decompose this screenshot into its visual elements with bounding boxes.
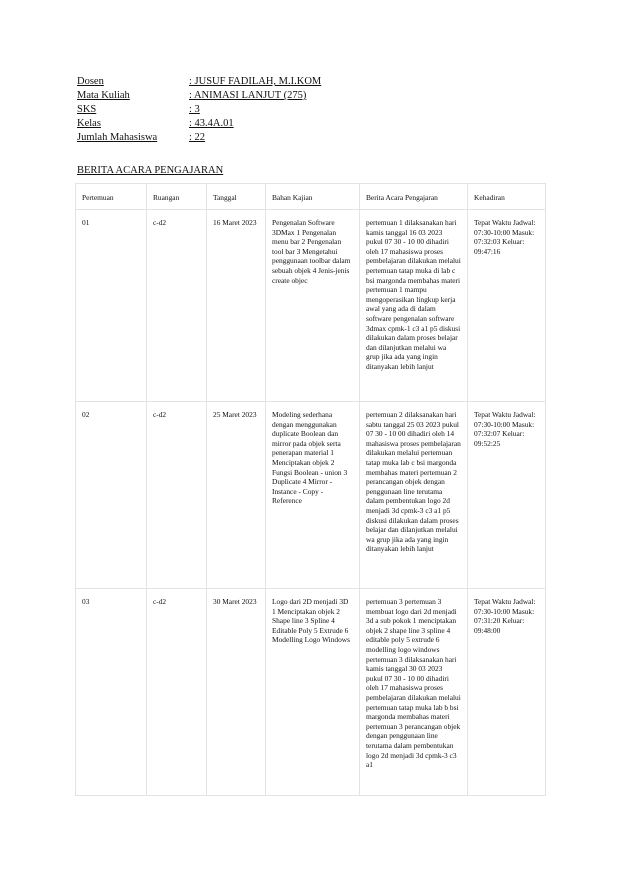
cell-pertemuan: 02 bbox=[76, 402, 147, 589]
section-title: BERITA ACARA PENGAJARAN bbox=[77, 165, 224, 176]
info-value: : 22 bbox=[189, 132, 206, 143]
column-header-bahan-kajian: Bahan Kajian bbox=[266, 184, 360, 210]
table-container bbox=[75, 183, 545, 796]
info-row-sks bbox=[77, 103, 321, 117]
column-header-berita-acara: Berita Acara Pengajaran bbox=[360, 184, 468, 210]
info-label: Mata Kuliah bbox=[77, 90, 130, 101]
table-row bbox=[76, 589, 546, 796]
cell-ruangan: c-d2 bbox=[147, 210, 207, 402]
cell-kehadiran: Tepat Waktu Jadwal: 07:30-10:00 Masuk: 07:32:07 Keluar: 09:52:25 bbox=[468, 402, 546, 589]
info-label: SKS bbox=[77, 104, 97, 115]
cell-berita-acara: pertemuan 1 dilaksanakan hari kamis tanggal 16 03 2023 pukul 07 30 - 10 00 dihadiri oleh 17 mahasiswa proses pembelajaran dilakukan melalui pertemuan tatap muka di lab c bsi margonda membahas materi pertemuan 1 mampu mengoperasikan lingkup kerja awal yang ada di dalam software pengenalan software 3dmax cpmk-1 c3 a1 p5 diskusi dilakukan dalam proses belajar dan dilanjutkan melalui wa grup jika ada yang ingin ditanyakan lebih lanjut bbox=[360, 210, 468, 402]
info-value: : JUSUF FADILAH, M.I.KOM bbox=[189, 76, 322, 87]
cell-tanggal: 16 Maret 2023 bbox=[207, 210, 266, 402]
table-row bbox=[76, 210, 546, 402]
cell-tanggal: 30 Maret 2023 bbox=[207, 589, 266, 796]
info-row-dosen bbox=[77, 75, 321, 89]
info-value: : 3 bbox=[189, 104, 200, 115]
cell-ruangan: c-d2 bbox=[147, 402, 207, 589]
cell-kehadiran: Tepat Waktu Jadwal: 07:30-10:00 Masuk: 07:32:03 Keluar: 09:47:16 bbox=[468, 210, 546, 402]
teaching-record-table bbox=[75, 183, 546, 796]
course-info bbox=[77, 75, 321, 145]
column-header-ruangan: Ruangan bbox=[147, 184, 207, 210]
info-value: : ANIMASI LANJUT (275) bbox=[189, 90, 307, 101]
cell-bahan-kajian: Logo dari 2D menjadi 3D 1 Menciptakan objek 2 Shape line 3 Spline 4 Editable Poly 5 Extrude 6 Modelling Logo Windows bbox=[266, 589, 360, 796]
cell-pertemuan: 01 bbox=[76, 210, 147, 402]
column-header-pertemuan: Pertemuan bbox=[76, 184, 147, 210]
cell-bahan-kajian: Modeling sederhana dengan menggunakan duplicate Boolean dan mirror pada objek serta penerapan material 1 Menciptakan objek 2 Fungsi Boolean - union 3 Duplicate 4 Mirror - Instance - Copy - Reference bbox=[266, 402, 360, 589]
info-row-kelas bbox=[77, 117, 321, 131]
info-label: Jumlah Mahasiswa bbox=[77, 132, 158, 143]
cell-berita-acara: pertemuan 2 dilaksanakan hari sabtu tanggal 25 03 2023 pukul 07 30 - 10 00 dihadiri oleh 14 mahasiswa proses pembelajaran dilakukan melalui pertemuan tatap muka lab c bsi margonda membahas materi pertemuan 2 perancangan objek dengan penggunaan line terutama dalam pembentukan logo 2d menjadi 3d cpmk-3 c3 a1 p5 diskusi dilakukan dalam proses belajar dan dilanjutkan melalui wa grup jika ada yang ingin ditanyakan lebih lanjut bbox=[360, 402, 468, 589]
cell-berita-acara bbox=[360, 589, 468, 796]
table-row bbox=[76, 402, 546, 589]
table-header-row bbox=[76, 184, 546, 210]
info-row-mata-kuliah bbox=[77, 89, 321, 103]
cell-kehadiran: Tepat Waktu Jadwal: 07:30-10:00 Masuk: 07:31:20 Keluar: 09:48:00 bbox=[468, 589, 546, 796]
cell-ruangan: c-d2 bbox=[147, 589, 207, 796]
info-label: Dosen bbox=[77, 76, 104, 87]
column-header-kehadiran: Kehadiran bbox=[468, 184, 546, 210]
cell-tanggal: 25 Maret 2023 bbox=[207, 402, 266, 589]
info-value: : 43.4A.01 bbox=[189, 118, 234, 129]
column-header-tanggal: Tanggal bbox=[207, 184, 266, 210]
info-label: Kelas bbox=[77, 118, 101, 129]
cell-pertemuan: 03 bbox=[76, 589, 147, 796]
cell-bahan-kajian: Pengenalan Software 3DMax 1 Pengenalan menu bar 2 Pengenalan tool bar 3 Mengetahui penggunaan toolbar dalam sebuah objek 4 Jenis-jenis create objec bbox=[266, 210, 360, 402]
berita-acara-text: pertemuan 3 pertemuan 3 membuat logo dari 2d menjadi 3d a sub pokok 1 menciptakan objek 2 shape line 3 spline 4 editable poly 5 extrude 6 modelling logo windows pertemuan 3 dilaksanakan hari kamis tanggal 30 03 2023 pukul 07 30 - 10 00 dihadiri oleh 17 mahasiswa proses pembelajaran dilakukan melalui pertemuan tatap muka lab b bsi margonda membahas materi pertemuan 3 perancangan objek dengan penggunaan line terutama dalam pembentukan logo 2d menjadi 3d cpmk-3 c3 a1 bbox=[366, 597, 461, 770]
info-row-jumlah-mahasiswa bbox=[77, 131, 321, 145]
